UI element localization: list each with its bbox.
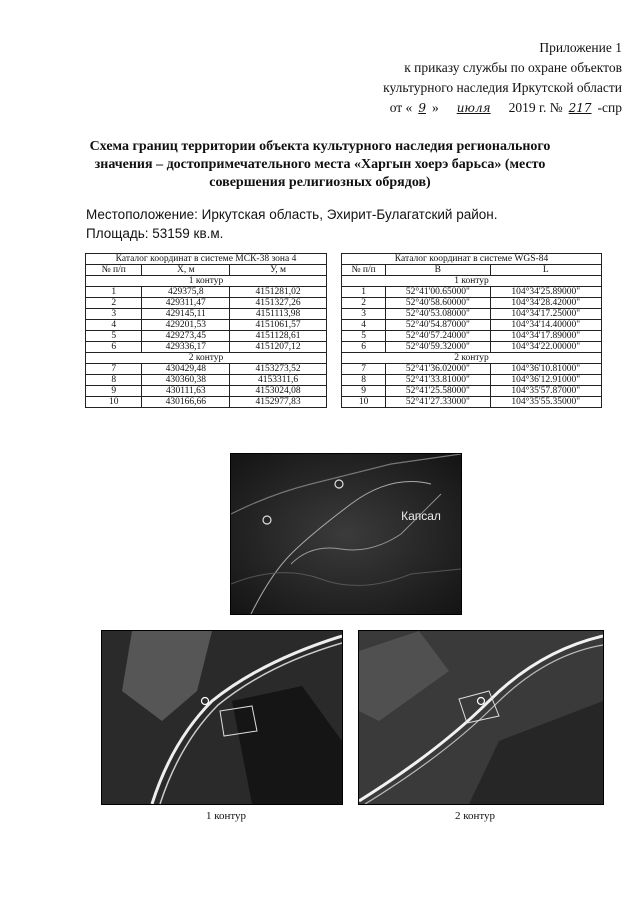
contour-1-caption: 1 контур (205, 810, 247, 822)
table-cell: 52°41'27.33000" (386, 397, 490, 408)
table-row (86, 309, 327, 320)
table-row (86, 386, 327, 397)
table-cell: 10 (342, 397, 386, 408)
contour-2-satellite-image (358, 630, 604, 805)
table-cell: 104°34'22.00000" (490, 342, 602, 353)
msk-table-caption: Каталог координат в системе МСК-38 зона 4 (86, 254, 327, 265)
table-cell: 52°41'00.65000" (386, 287, 490, 298)
contour-group-label: 1 контур (342, 276, 602, 287)
table-row (86, 287, 327, 298)
table-row (342, 364, 602, 375)
contour-1-map-graphic (102, 631, 342, 804)
wgs-table-caption: Каталог координат в системе WGS-84 (342, 254, 602, 265)
table-cell: 6 (86, 342, 142, 353)
appendix-block (383, 38, 622, 118)
table-cell: 52°40'58.60000" (386, 298, 490, 309)
appendix-title: Приложение 1 (539, 40, 622, 55)
column-header: № п/п (86, 265, 142, 276)
table-row (342, 386, 602, 397)
table-cell: 52°40'53.08000" (386, 309, 490, 320)
order-line: к приказу службы по охране объектов (404, 60, 622, 75)
table-row (86, 342, 327, 353)
overview-satellite-image (230, 453, 462, 615)
table-cell: 4151327,26 (230, 298, 327, 309)
table-cell: 8 (342, 375, 386, 386)
table-cell: 4151128,61 (230, 331, 327, 342)
table-cell: 104°35'57.87000" (490, 386, 602, 397)
table-cell: 4151061,57 (230, 320, 327, 331)
table-cell: 104°34'17.25000" (490, 309, 602, 320)
table-cell: 104°36'12.91000" (490, 375, 602, 386)
contour-group-label: 1 контур (86, 276, 327, 287)
table-cell: 6 (342, 342, 386, 353)
table-cell: 104°34'25.89000" (490, 287, 602, 298)
table-cell: 3 (342, 309, 386, 320)
table-cell: 104°34'14.40000" (490, 320, 602, 331)
org-line: культурного наследия Иркутской области (383, 80, 622, 95)
table-cell: 3 (86, 309, 142, 320)
table-row (342, 287, 602, 298)
wgs-coordinate-table (341, 253, 602, 408)
table-cell: 430429,48 (142, 364, 230, 375)
table-cell: 429375,8 (142, 287, 230, 298)
table-cell: 104°34'17.89000" (490, 331, 602, 342)
column-header: X, м (142, 265, 230, 276)
order-date-line: от « 9 » июля 2019 г. № 217 -спр (383, 98, 622, 118)
table-cell: 4152977,83 (230, 397, 327, 408)
table-cell: 1 (342, 287, 386, 298)
table-cell: 8 (86, 375, 142, 386)
table-row (342, 309, 602, 320)
table-cell: 4151207,12 (230, 342, 327, 353)
table-cell: 4153024,08 (230, 386, 327, 397)
table-row (86, 298, 327, 309)
table-cell: 429145,11 (142, 309, 230, 320)
map-place-label: Капсал (401, 509, 441, 523)
table-cell: 7 (86, 364, 142, 375)
location-text: Местоположение: Иркутская область, Эхирит-Булагатский район. (86, 207, 498, 222)
table-cell: 430360,38 (142, 375, 230, 386)
table-cell: 429273,45 (142, 331, 230, 342)
table-cell: 4 (86, 320, 142, 331)
column-header: B (386, 265, 490, 276)
table-row (86, 375, 327, 386)
area-text: Площадь: 53159 кв.м. (86, 226, 224, 241)
table-cell: 52°40'59.32000" (386, 342, 490, 353)
handwritten-day: 9 (418, 101, 426, 115)
table-cell: 430111,63 (142, 386, 230, 397)
column-header: № п/п (342, 265, 386, 276)
table-cell: 104°36'10.81000" (490, 364, 602, 375)
contour-group-label: 2 контур (86, 353, 327, 364)
contour-group-label: 2 контур (342, 353, 602, 364)
location-block (86, 205, 497, 243)
column-header: L (490, 265, 602, 276)
table-cell: 52°41'36.02000" (386, 364, 490, 375)
table-cell: 2 (342, 298, 386, 309)
table-cell: 9 (86, 386, 142, 397)
table-cell: 52°40'54.87000" (386, 320, 490, 331)
contour-1-satellite-image (101, 630, 343, 805)
table-cell: 429336,17 (142, 342, 230, 353)
table-row (342, 342, 602, 353)
table-cell: 429201,53 (142, 320, 230, 331)
table-row (86, 397, 327, 408)
contour-2-caption: 2 контур (454, 810, 496, 822)
table-cell: 1 (86, 287, 142, 298)
table-row (342, 331, 602, 342)
table-row (86, 364, 327, 375)
table-cell: 52°40'57.24000" (386, 331, 490, 342)
table-cell: 10 (86, 397, 142, 408)
table-cell: 52°41'25.58000" (386, 386, 490, 397)
table-cell: 429311,47 (142, 298, 230, 309)
table-cell: 7 (342, 364, 386, 375)
table-cell: 4 (342, 320, 386, 331)
table-cell: 2 (86, 298, 142, 309)
table-cell: 4153273,52 (230, 364, 327, 375)
table-cell: 4151281,02 (230, 287, 327, 298)
table-cell: 9 (342, 386, 386, 397)
overview-map-graphic (231, 454, 461, 614)
table-row (86, 331, 327, 342)
table-cell: 430166,66 (142, 397, 230, 408)
table-cell: 5 (342, 331, 386, 342)
table-cell: 104°35'55.35000" (490, 397, 602, 408)
handwritten-month: июля (456, 101, 491, 115)
msk-coordinate-table (85, 253, 327, 408)
column-header: У, м (230, 265, 327, 276)
table-row (342, 298, 602, 309)
table-row (342, 397, 602, 408)
table-cell: 4151113,98 (230, 309, 327, 320)
handwritten-number: 217 (568, 101, 592, 115)
table-row (86, 320, 327, 331)
table-cell: 52°41'33.81000" (386, 375, 490, 386)
contour-2-map-graphic (359, 631, 603, 804)
table-cell: 5 (86, 331, 142, 342)
table-row (342, 320, 602, 331)
table-cell: 4153311,6 (230, 375, 327, 386)
table-cell: 104°34'28.42000" (490, 298, 602, 309)
document-title: Схема границ территории объекта культурного наследия регионального значения – достопримечательного места «Харгын хоерэ барьса» (место совершения религиозных обрядов) (89, 139, 551, 190)
table-row (342, 375, 602, 386)
